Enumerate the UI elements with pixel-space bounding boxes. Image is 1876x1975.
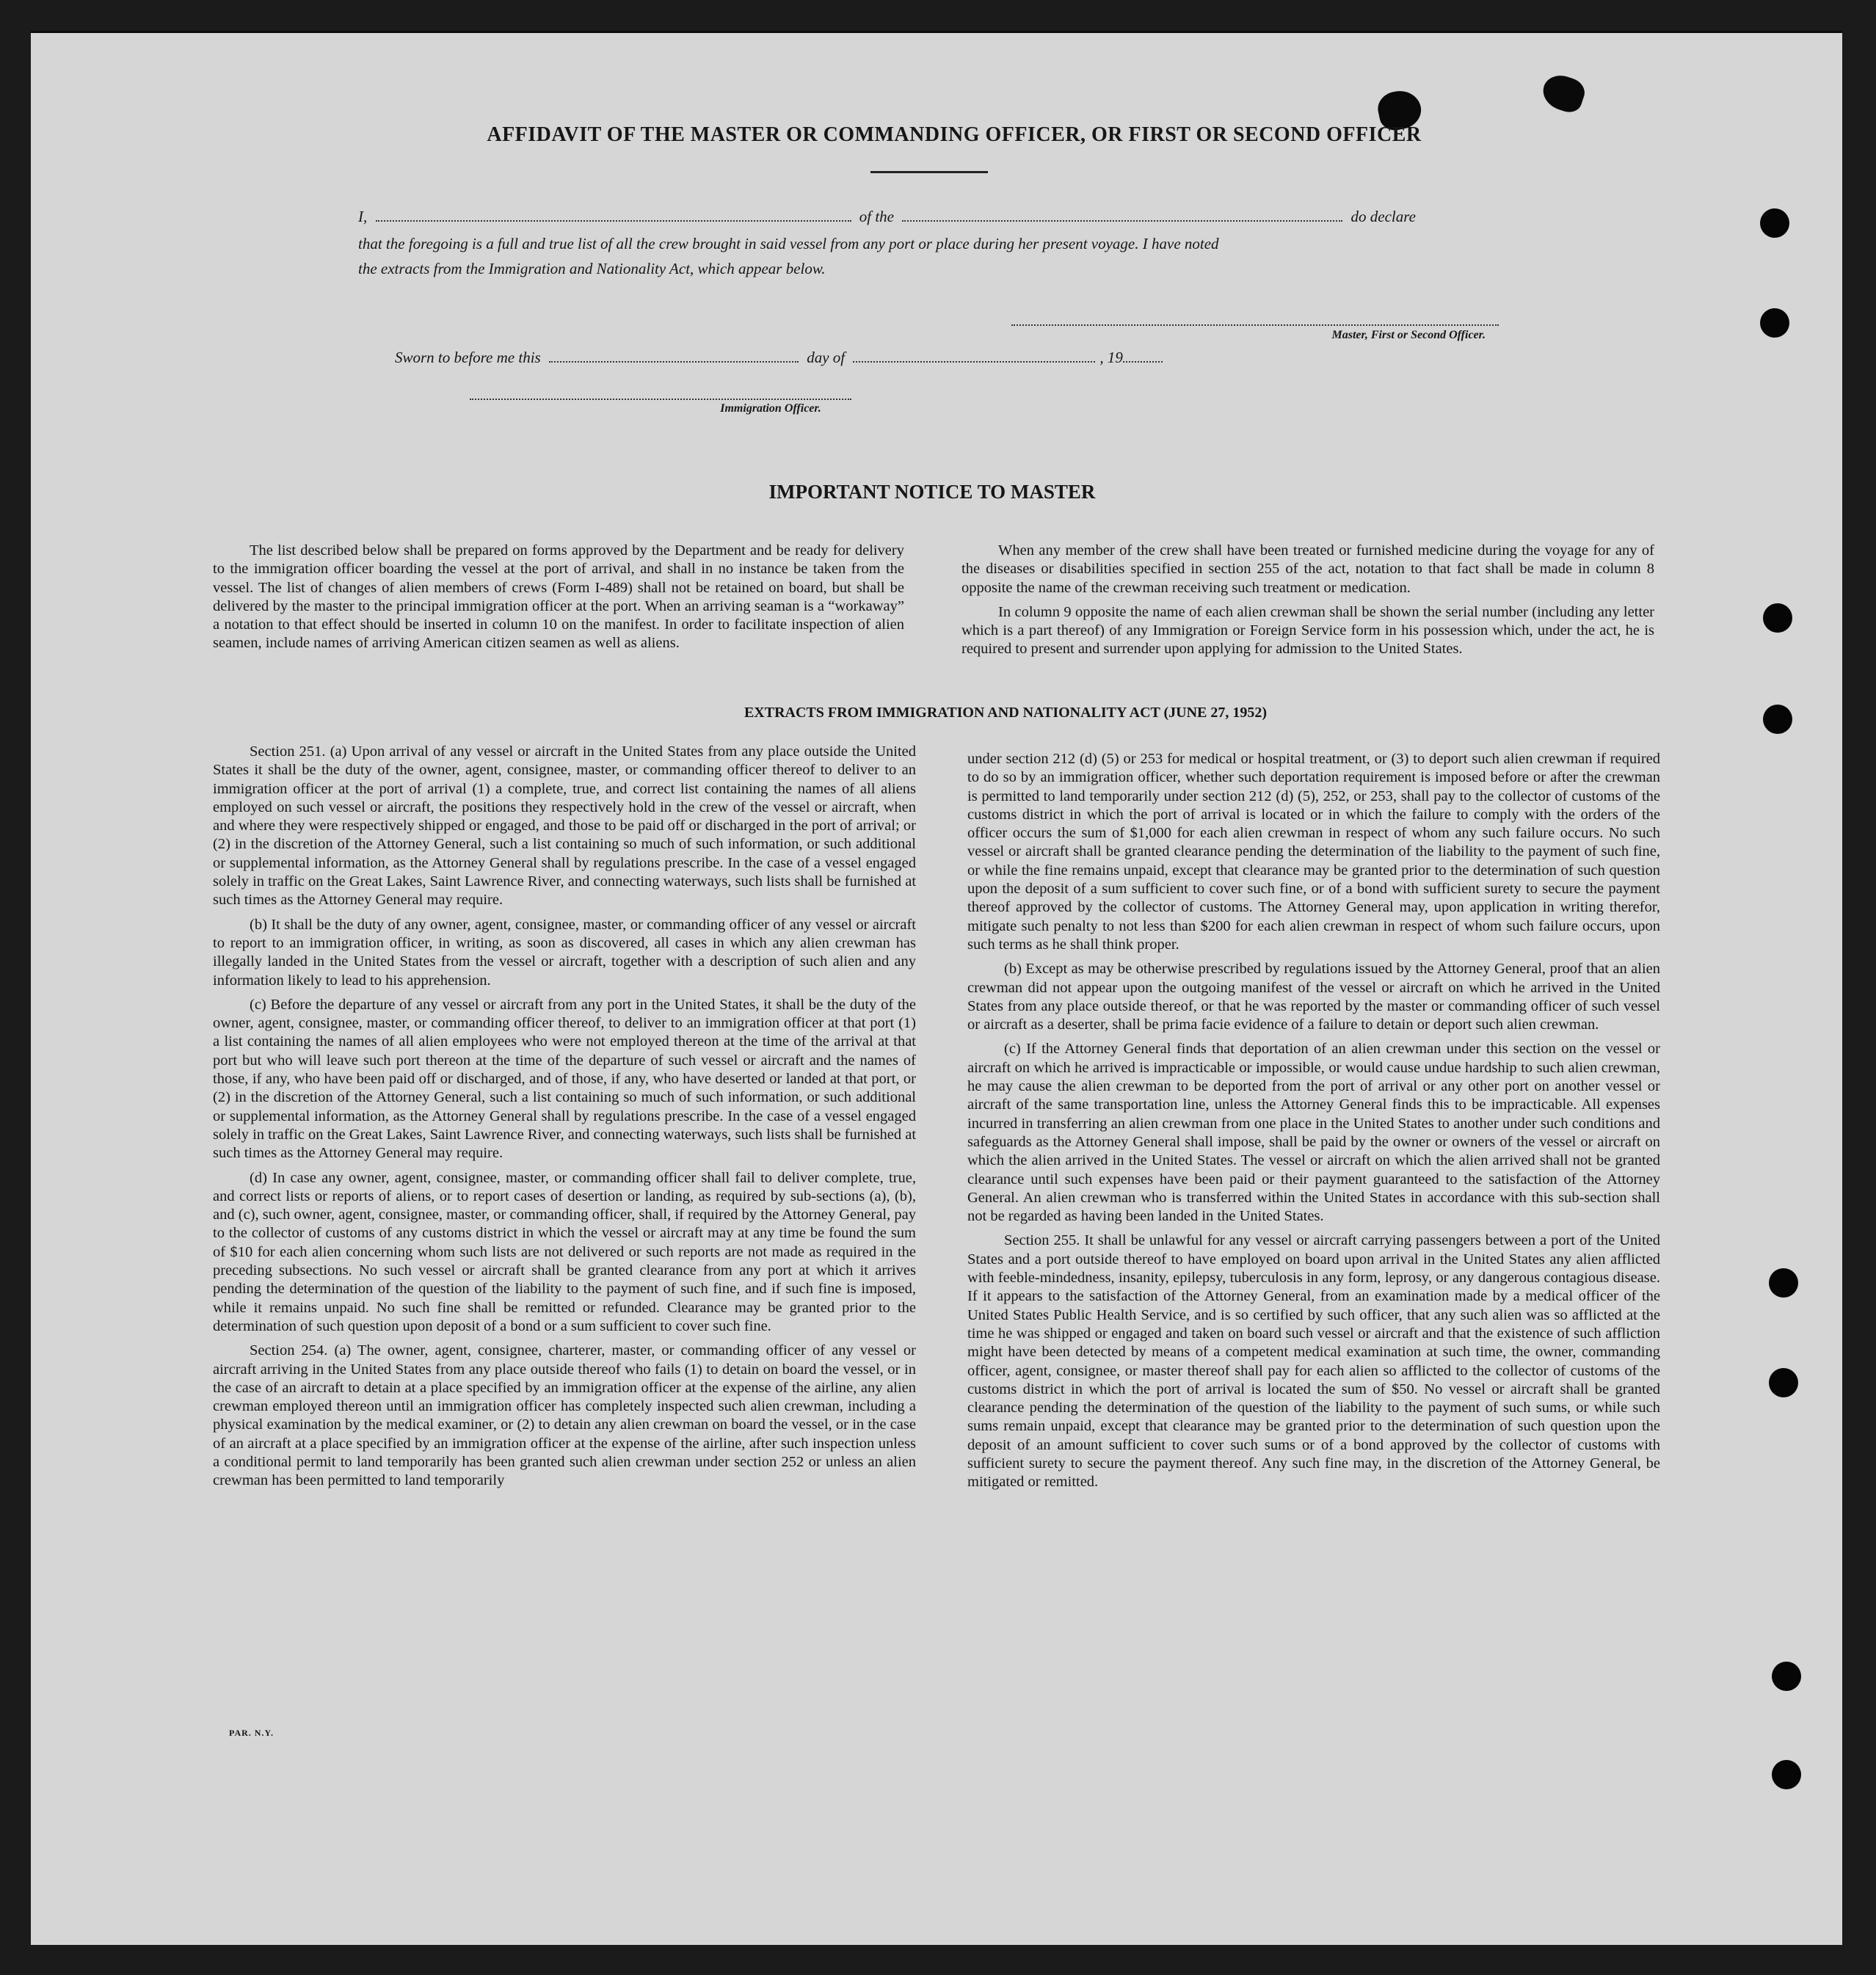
notice-right-column (961, 542, 1654, 659)
declaration-line-2: that the foregoing is a full and true list of all the crew brought in said vessel from any port or place during her present voyage. I have noted (358, 235, 1219, 252)
do-declare-label: do declare (1350, 208, 1416, 225)
notice-right-paragraph-1: When any member of the crew shall have been treated or furnished medicine during the voyage for any of the diseases or disabilities specified in section 255 of the act, notation to that fact shall be made in column 8 opposite the name of the crewman receiving such treatment or medication. (961, 542, 1654, 596)
officer-signature-label: Immigration Officer. (720, 402, 821, 415)
of-the-label: of the (859, 208, 894, 225)
section-254c: (c) If the Attorney General finds that deportation of an alien crewman under this section on the vessel or aircraft on which he arrived is impracticable or impossible, or would cause undue hardship to such alien crewman, he may cause the alien crewman to be deported from the port of arrival or any other port on another vessel or aircraft of the same transportation line, unless the Attorney General finds this to be impracticable. All expenses incurred in transferring an alien crewman from one place in the United States to another under such conditions and safeguards as the Attorney General shall impose, shall be paid by the owner or owners of the vessel or aircraft on which the alien arrived in the United States. The vessel or aircraft on which the alien arrived shall not be granted clearance until such expenses have been paid or their payment guaranteed to the satisfaction of the Attorney General. An alien crewman who is transferred within the United States in accordance with this sub-section shall not be regarded as having been landed in the United States. (967, 1041, 1660, 1225)
binder-hole (1769, 1368, 1798, 1397)
sworn-year-field[interactable] (1123, 360, 1163, 363)
declaration-line-1 (358, 204, 1500, 229)
section-254b: (b) Except as may be otherwise prescribed by regulations issued by the Attorney General, proof that an alien crewman did not appear upon the outgoing manifest of the vessel or aircraft on which he arrived in the United States from any place outside thereof, or that he was reported by the master or commanding officer of such vessel or aircraft as a deserter, shall be prima facie evidence of a failure to detain or deport such alien crewman. (967, 961, 1660, 1033)
notice-left-column (213, 542, 904, 653)
binder-hole (1760, 208, 1789, 238)
year-prefix: 19 (1107, 349, 1123, 366)
title-divider (870, 171, 988, 173)
binder-hole (1772, 1760, 1801, 1789)
vessel-field[interactable] (902, 219, 1342, 222)
extracts-right-column (967, 750, 1660, 1492)
binder-hole (1763, 603, 1792, 633)
declaration-line-3: the extracts from the Immigration and Nationality Act, which appear below. (358, 260, 826, 277)
notice-right-paragraph-2: In column 9 opposite the name of each alien crewman shall be shown the serial number (including any letter which is a part thereof) of any Immigration or Foreign Service form in his possession which, under the act, he is required to present and surrender upon applying for admission to the United States. (961, 603, 1654, 658)
section-254a: Section 254. (a) The owner, agent, consignee, charterer, master, or commanding officer of any vessel or aircraft arriving in the United States from any place outside thereof who fails (1) to detain on board the vessel, or in the case of an aircraft to detain at a place specified by an immigration officer at the expense of the airline, any alien crewman employed thereon until an immigration officer has completely inspected such alien crewman, including a physical examination by the medical examiner, or (2) to detain any alien crewman on board the vessel, or in the case of an aircraft at a place specified by an immigration officer at the expense of the airline, after such inspection unless a conditional permit to land temporarily has been granted such alien crewman under section 252 or unless an alien crewman has been permitted to land temporarily (213, 1342, 916, 1489)
binder-hole (1760, 308, 1789, 338)
section-254a-continued: under section 212 (d) (5) or 253 for medical or hospital treatment, or (3) to deport such alien crewman if required to do so by an immigration officer, whether such deportation requirement is imposed before or after the crewman is permitted to land temporarily under section 212 (d) (5), 252, or 253, shall pay to the collector of customs of the customs district in which the port of arrival is located or in which the failure to comply with the orders of the officer occurs the sum of $1,000 for each alien crewman in respect of whom any such failure occurs. No such vessel or aircraft shall be granted clearance pending the determination of the liability to the payment of such fine, or while the fine remains unpaid, except that clearance may be granted prior to the determination of such question upon the deposit of a sum sufficient to cover such fine, or of a bond with sufficient surety to secure the payment thereof approved by the collector of customs. The Attorney General may, upon application in writing therefor, mitigate such penalty to not less than $200 for each alien crewman in respect of whom such failure occurs, upon such terms as he shall think proper. (967, 751, 1660, 953)
affidavit-title: AFFIDAVIT OF THE MASTER OR COMMANDING OFFICER, OR FIRST OR SECOND OFFICER (487, 123, 1422, 146)
section-255: Section 255. It shall be unlawful for any vessel or aircraft carrying passengers between a port of the United States and a port outside thereof to have employed on board upon arrival in the United States any alien afflicted with feeble-mindedness, insanity, epilepsy, tuberculosis in any form, leprosy, or any dangerous contagious disease. If it appears to the satisfaction of the Attorney General, from an examination made by a medical officer of the United States Public Health Service, and is so certified by such officer, that any such alien was so afflicted at the time he was shipped or engaged and taken on board such vessel or aircraft and that the existence of such affliction might have been detected by means of a competent medical examination at such time, the owner, commanding officer, agent, consignee, or master thereof shall pay for each alien so afflicted to the collector of customs of the customs district in which the port of arrival is located the sum of $50. No vessel or aircraft shall be granted clearance pending the determination of the question of the liability to the payment of such sums, or while such sums remain unpaid, except that clearance may be granted prior to the determination of such question upon the deposit of an amount sufficient to cover such sums or of a bond approved by the collector of customs with sufficient surety to secure the payment thereof. Any such fine may, in the discretion of the Attorney General, be mitigated or remitted. (967, 1232, 1660, 1491)
name-field[interactable] (376, 219, 851, 222)
master-signature-line[interactable] (1011, 324, 1499, 326)
section-251d: (d) In case any owner, agent, consignee, master, or commanding officer shall fail to deliver complete, true, and correct lists or reports of aliens, or to report cases of desertion or landing, as required by sub-sections (a), (b), and (c), such owner, agent, consignee, master, or commanding officer, shall, if required by the Attorney General, pay to the collector of customs of any customs district in which the vessel or aircraft may at any time be found the sum of $10 for each alien concerning whom such lists are not delivered or such reports are not made as required in the preceding subsections. No such vessel or aircraft shall be granted clearance from any port at which it arrives pending the determination of the question of the liability to the payment of such fine, and if such fine is imposed, while it remains unpaid. No such fine shall be remitted or refunded. Clearance may be granted prior to the determination of such question upon deposit of a bond or a sum sufficient to cover such fine. (213, 1169, 916, 1334)
i-label: I, (358, 208, 368, 225)
officer-signature-line[interactable] (470, 399, 851, 400)
extracts-left-column (213, 743, 916, 1491)
binder-hole (1769, 1268, 1798, 1298)
extracts-title: EXTRACTS FROM IMMIGRATION AND NATIONALITY ACT (JUNE 27, 1952) (744, 705, 1268, 721)
top-border (31, 31, 1842, 33)
sworn-month-field[interactable] (853, 360, 1095, 363)
master-signature-label: Master, First or Second Officer. (1331, 329, 1486, 341)
binder-hole (1763, 705, 1792, 734)
section-251b: (b) It shall be the duty of any owner, agent, consignee, master, or commanding officer of any vessel or aircraft to report to an immigration officer, in writing, as soon as discovered, all cases in which any alien crewman has illegally landed in the United States from the vessel or aircraft, together with a description of such alien and any information likely to lead to his apprehension. (213, 916, 916, 989)
notice-left-paragraph: The list described below shall be prepared on forms approved by the Department and be ready for delivery to the immigration officer boarding the vessel at the port of arrival, and shall in no instance be taken from the vessel. The list of changes of alien members of crews (Form I-489) shall not be retained on board, but shall be delivered by the master to the principal immigration officer at the port. When an arriving seaman is a “workaway” a notation to that effect should be inserted in column 10 on the manifest. In order to facilitate inspection of alien seamen, include names of arriving American citizen seamen as well as aliens. (213, 542, 904, 652)
sworn-day-field[interactable] (549, 360, 799, 363)
sworn-line: Sworn to before me this day of , 19 (395, 345, 1276, 370)
sworn-label: Sworn to before me this (395, 349, 541, 366)
day-of-label: day of (807, 349, 846, 366)
section-251a: Section 251. (a) Upon arrival of any vessel or aircraft in the United States from any place outside the United States it shall be the duty of the owner, agent, consignee, master, or commanding officer thereof to deliver to an immigration officer at the port of arrival (1) a complete, true, and correct list containing the names of all aliens employed on such vessel or aircraft, the positions they respectively hold in the crew of the vessel or aircraft, when and where they were respectively shipped or engaged, and those to be paid off or discharged in the port of arrival; or (2) in the discretion of the Attorney General, such a list containing so much of such information, or such additional or supplemental information, as the Attorney General shall by regulations prescribe. In the case of a vessel engaged solely in traffic on the Great Lakes, Saint Lawrence River, and connecting waterways, such lists shall be furnished at such times as the Attorney General may require. (213, 743, 917, 909)
printer-mark: PAR. N.Y. (229, 1728, 275, 1738)
notice-title: IMPORTANT NOTICE TO MASTER (768, 481, 1096, 503)
section-251c: (c) Before the departure of any vessel or aircraft from any port in the United States, it shall be the duty of the owner, agent, consignee, master, or commanding officer thereof, to deliver to an immigration officer at that port (1) a list containing the names of all alien employees who were not employed thereon at the time of the arrival at that port but who will leave such port thereon at the time of the departure of such vessel or aircraft and the names of those, if any, who have been paid off or discharged, and of those, if any, who have deserted or landed at that port, or (2) in the discretion of the Attorney General, such a list containing so much of such information, or such additional or supplemental information, as the Attorney General shall by regulations prescribe. In the case of a vessel engaged solely in traffic on the Great Lakes, Saint Lawrence River, and connecting waterways, such lists shall be furnished at such times as the Attorney General may require. (213, 996, 917, 1162)
binder-hole (1772, 1662, 1801, 1691)
